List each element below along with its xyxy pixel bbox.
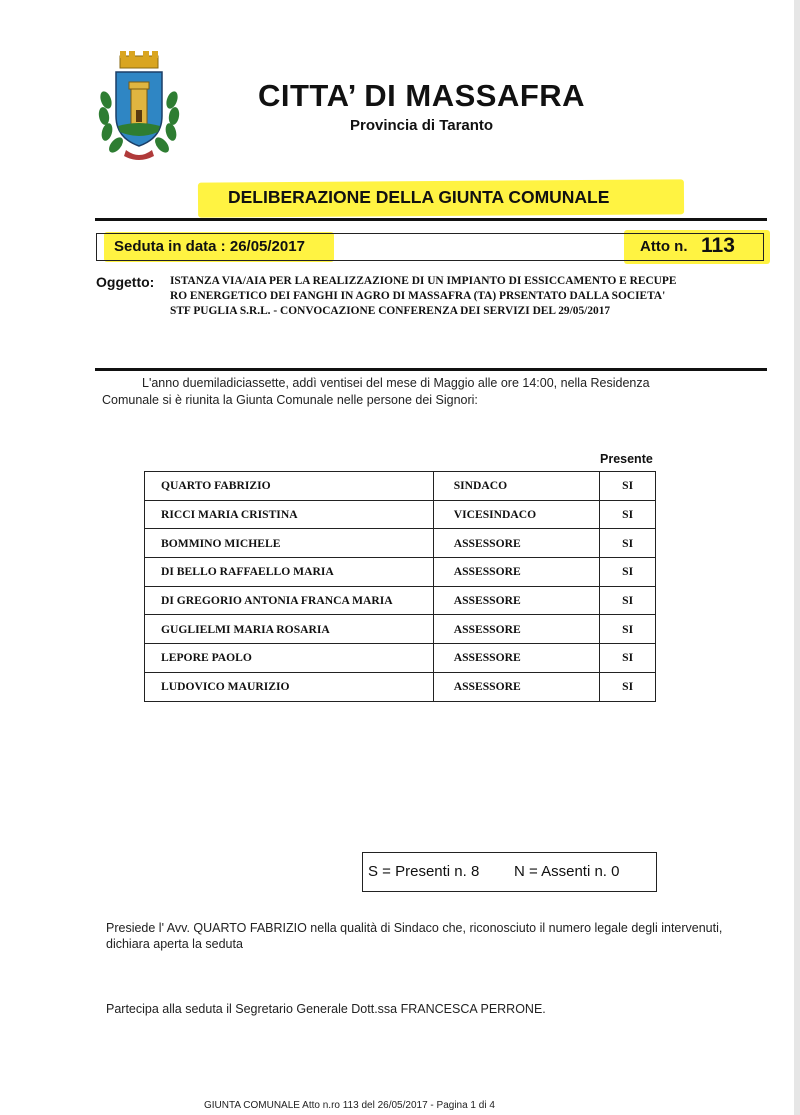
- page-footer: GIUNTA COMUNALE Atto n.ro 113 del 26/05/2017 - Pagina 1 di 4: [204, 1100, 495, 1111]
- table-row: [145, 672, 656, 701]
- member-present: SI: [600, 586, 656, 615]
- intro-line: L'anno duemiladiciassette, addì ventisei del mese di Maggio alle ore 14:00, nella Residenza: [142, 376, 650, 390]
- chair-line: Presiede l' Avv. QUARTO FABRIZIO nella qualità di Sindaco che, riconosciuto il numero legale degli intervenuti,: [106, 921, 723, 935]
- member-name: BOMMINO MICHELE: [145, 529, 434, 558]
- member-role: ASSESSORE: [433, 586, 600, 615]
- member-name: LUDOVICO MAURIZIO: [145, 672, 434, 701]
- present-column-header: Presente: [600, 452, 653, 466]
- page-edge: [794, 0, 800, 1115]
- chair-line: dichiara aperta la seduta: [106, 937, 243, 951]
- present-count: S = Presenti n. 8: [368, 863, 480, 880]
- coat-of-arms-icon: [96, 50, 182, 162]
- subject-rule: [95, 368, 767, 371]
- member-present: SI: [600, 644, 656, 673]
- member-present: SI: [600, 615, 656, 644]
- member-role: ASSESSORE: [433, 644, 600, 673]
- act-number: 113: [701, 234, 735, 257]
- subject-line: RO ENERGETICO DEI FANGHI IN AGRO DI MASSAFRA (TA) PRSENTATO DALLA SOCIETA': [170, 290, 666, 302]
- member-role: ASSESSORE: [433, 558, 600, 587]
- member-role: SINDACO: [433, 472, 600, 501]
- table-row: [145, 472, 656, 501]
- member-present: SI: [600, 529, 656, 558]
- intro-line: Comunale si è riunita la Giunta Comunale nelle persone dei Signori:: [102, 393, 478, 407]
- subject-line: ISTANZA VIA/AIA PER LA REALIZZAZIONE DI UN IMPIANTO DI ESSICCAMENTO E RECUPE: [170, 275, 677, 287]
- table-row: [145, 615, 656, 644]
- act-label: Atto n.: [640, 238, 688, 255]
- chair-paragraph: [106, 920, 766, 952]
- attendance-table: [144, 471, 656, 702]
- subject-text: [170, 274, 750, 319]
- table-row: [145, 644, 656, 673]
- member-role: ASSESSORE: [433, 615, 600, 644]
- member-role: VICESINDACO: [433, 500, 600, 529]
- province-subtitle: Provincia di Taranto: [350, 117, 494, 134]
- document-type-title: DELIBERAZIONE DELLA GIUNTA COMUNALE: [228, 187, 610, 207]
- subject-line: STF PUGLIA S.R.L. - CONVOCAZIONE CONFERENZA DEI SERVIZI DEL 29/05/2017: [170, 305, 611, 317]
- session-date: Seduta in data : 26/05/2017: [114, 238, 305, 255]
- table-row: [145, 558, 656, 587]
- member-name: RICCI MARIA CRISTINA: [145, 500, 434, 529]
- member-role: ASSESSORE: [433, 529, 600, 558]
- member-name: QUARTO FABRIZIO: [145, 472, 434, 501]
- member-role: ASSESSORE: [433, 672, 600, 701]
- member-present: SI: [600, 472, 656, 501]
- subject-label: Oggetto:: [96, 274, 155, 290]
- member-name: LEPORE PAOLO: [145, 644, 434, 673]
- member-present: SI: [600, 672, 656, 701]
- table-row: [145, 500, 656, 529]
- intro-paragraph: [102, 375, 752, 409]
- member-name: DI BELLO RAFFAELLO MARIA: [145, 558, 434, 587]
- member-name: GUGLIELMI MARIA ROSARIA: [145, 615, 434, 644]
- table-row: [145, 586, 656, 615]
- secretary-paragraph: Partecipa alla seduta il Segretario Generale Dott.ssa FRANCESCA PERRONE.: [106, 1002, 546, 1016]
- header-rule: [95, 218, 767, 221]
- absent-count: N = Assenti n. 0: [514, 863, 620, 880]
- city-title: CITTA’ DI MASSAFRA: [258, 78, 586, 113]
- member-name: DI GREGORIO ANTONIA FRANCA MARIA: [145, 586, 434, 615]
- member-present: SI: [600, 558, 656, 587]
- table-row: [145, 529, 656, 558]
- member-present: SI: [600, 500, 656, 529]
